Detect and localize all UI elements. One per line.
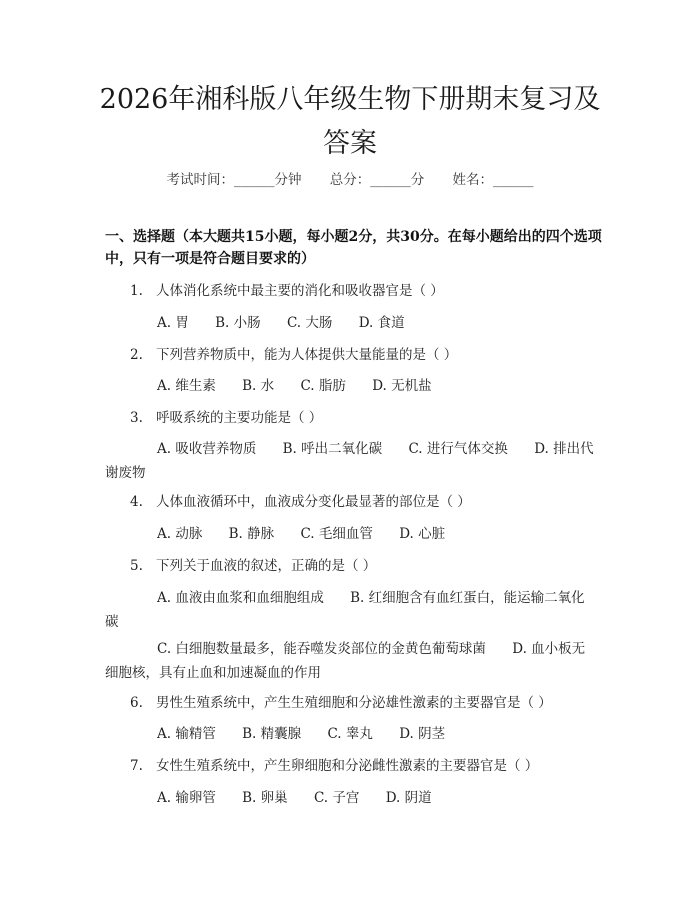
question-6-options <box>105 722 595 746</box>
question-1-options <box>105 311 595 335</box>
option-a: A. 胃 <box>157 315 189 331</box>
exam-score: 总分：______分 <box>329 172 425 188</box>
question-5-options-ab <box>105 586 595 634</box>
option-d: D. 阴茎 <box>399 726 446 742</box>
question-4: 4. 人体血液循环中，血液成分变化最显著的部位是（ ） <box>130 494 471 510</box>
question-text: 男性生殖系统中，产生生殖细胞和分泌雄性激素的主要器官是（ ） <box>156 695 552 711</box>
question-2-options <box>105 374 595 398</box>
section-heading: 一、选择题（本大题共15小题，每小题2分，共30分。在每小题给出的四个选项中，只有一项是符合题目要求的） <box>105 229 602 267</box>
question-5: 5. 下列关于血液的叙述，正确的是（ ） <box>130 558 377 574</box>
option-b: B. 精囊腺 <box>242 726 302 742</box>
option-c: C. 睾丸 <box>327 726 373 742</box>
option-a: A. 维生素 <box>157 378 216 394</box>
option-d: D. 排出代谢废物 <box>105 441 594 481</box>
option-d: D. 心脏 <box>399 526 446 542</box>
question-3: 3. 呼吸系统的主要功能是（ ） <box>130 410 323 426</box>
option-d: D. 血小板无细胞核，具有止血和加速凝血的作用 <box>105 641 586 681</box>
option-a: A. 血液由血浆和血细胞组成 <box>157 590 324 606</box>
option-c: C. 白细胞数量最多，能吞噬发炎部位的金黄色葡萄球菌 <box>157 641 486 657</box>
option-b: B. 静脉 <box>228 526 275 542</box>
question-1: 1. 人体消化系统中最主要的消化和吸收器官是（ ） <box>130 283 444 299</box>
option-c: C. 子宫 <box>313 790 360 806</box>
question-6: 6. 男性生殖系统中，产生生殖细胞和分泌雄性激素的主要器官是（ ） <box>130 695 552 711</box>
exam-meta <box>0 168 700 188</box>
option-c: C. 大肠 <box>286 315 333 331</box>
question-7-options <box>105 786 595 810</box>
option-c: C. 毛细血管 <box>300 526 373 542</box>
question-5-options-cd <box>105 637 595 685</box>
option-b: B. 水 <box>242 378 275 394</box>
question-4-options <box>105 522 595 546</box>
option-b: B. 呼出二氧化碳 <box>282 441 383 457</box>
option-b: B. 红细胞含有血红蛋白，能运输二氧化碳 <box>105 590 585 630</box>
page-title: 2026年湘科版八年级生物下册期末复习及答案 <box>99 84 601 159</box>
option-d: D. 无机盐 <box>372 378 432 394</box>
option-a: A. 动脉 <box>157 526 203 542</box>
option-a: A. 输卵管 <box>157 790 216 806</box>
student-name: 姓名：______ <box>452 172 534 188</box>
option-d: D. 食道 <box>358 315 405 331</box>
option-a: A. 吸收营养物质 <box>157 441 257 457</box>
exam-time: 考试时间：______分钟 <box>166 172 302 188</box>
option-b: B. 卵巢 <box>242 790 288 806</box>
option-d: D. 阴道 <box>385 790 432 806</box>
option-c: C. 进行气体交换 <box>408 441 508 457</box>
option-c: C. 脂肪 <box>300 378 346 394</box>
question-text: 人体消化系统中最主要的消化和吸收器官是（ ） <box>156 283 444 299</box>
option-a: A. 输精管 <box>157 726 216 742</box>
question-text: 下列营养物质中，能为人体提供大量能量的是（ ） <box>156 347 458 363</box>
question-text: 呼吸系统的主要功能是（ ） <box>156 410 323 426</box>
question-2: 2. 下列营养物质中，能为人体提供大量能量的是（ ） <box>130 347 458 363</box>
question-7: 7. 女性生殖系统中，产生卵细胞和分泌雌性激素的主要器官是（ ） <box>130 758 539 774</box>
option-b: B. 小肠 <box>215 315 261 331</box>
question-text: 下列关于血液的叙述，正确的是（ ） <box>156 558 377 574</box>
question-text: 人体血液循环中，血液成分变化最显著的部位是（ ） <box>156 494 471 510</box>
question-text: 女性生殖系统中，产生卵细胞和分泌雌性激素的主要器官是（ ） <box>156 758 539 774</box>
question-3-options <box>105 437 595 485</box>
